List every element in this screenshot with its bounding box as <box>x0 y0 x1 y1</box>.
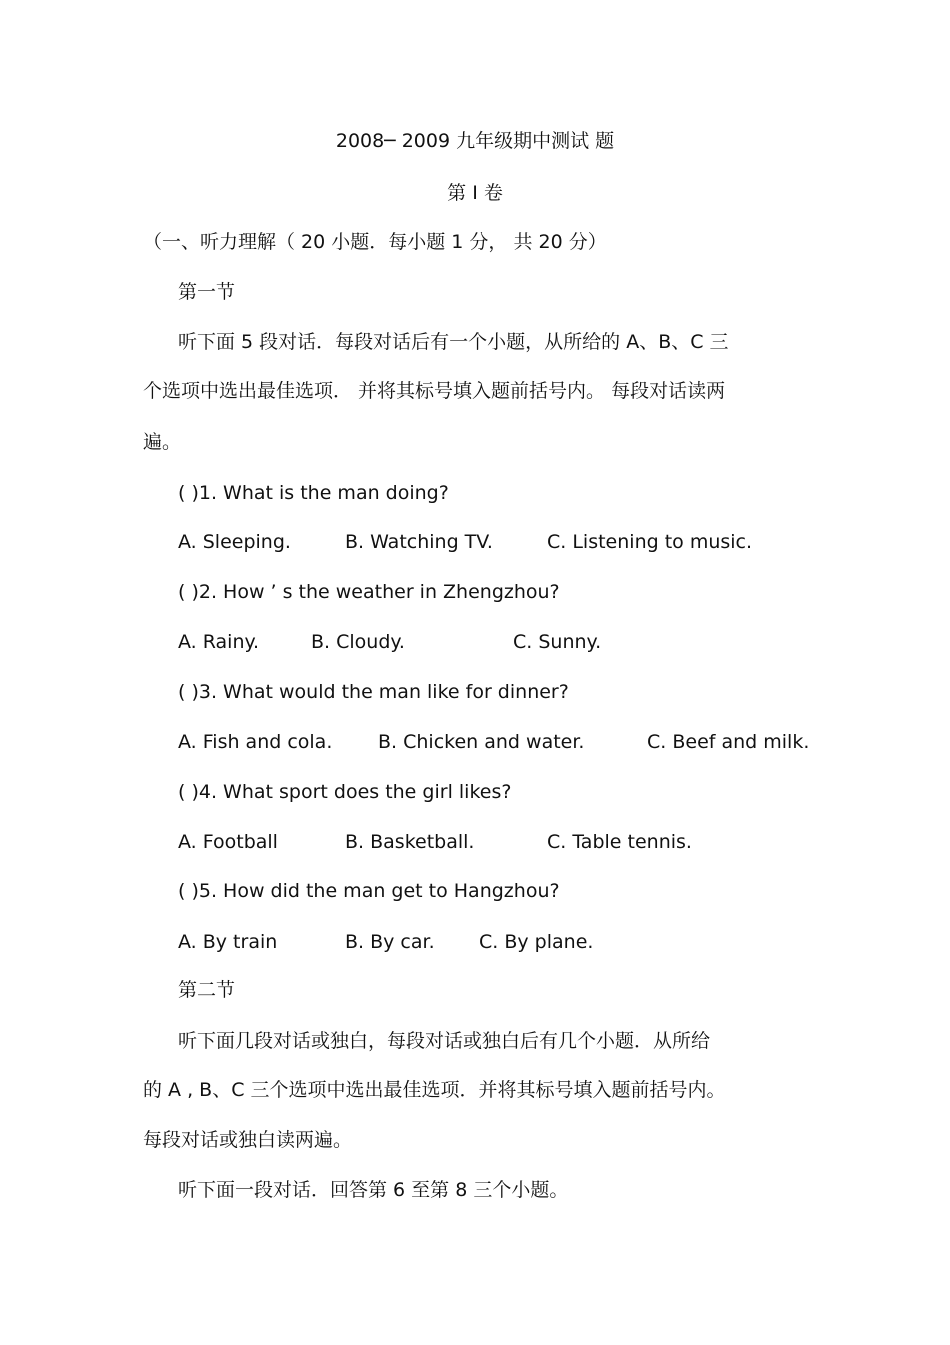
q3-option-a: A. Fish and cola. <box>178 731 333 753</box>
q4-option-a: A. Football <box>178 831 278 853</box>
section-heading: （一、听力理解（ 20 小题．每小题 1 分， 共 20 分） <box>143 231 607 253</box>
part-label-1: 第一节 <box>178 281 236 303</box>
question-4: ( )4. What sport does the girl likes? <box>178 781 512 803</box>
instruction-1-line3: 遍。 <box>143 431 182 453</box>
q2-option-b: B. Cloudy. <box>311 631 405 653</box>
instruction-1-line1: 听下面 5 段对话．每段对话后有一个小题，从所给的 A、B、C 三 <box>178 331 729 353</box>
question-2: ( )2. How ’ s the weather in Zhengzhou? <box>178 581 560 603</box>
instruction-1-line2: 个选项中选出最佳选项． 并将其标号填入题前括号内。 每段对话读两 <box>143 380 726 402</box>
question-1: ( )1. What is the man doing? <box>178 482 449 504</box>
instruction-2-line3: 每段对话或独白读两遍。 <box>143 1129 353 1151</box>
q2-option-a: A. Rainy. <box>178 631 260 653</box>
question-5: ( )5. How did the man get to Hangzhou? <box>178 880 560 902</box>
q1-option-b: B. Watching TV. <box>345 531 493 553</box>
volume-label: 第 I 卷 <box>447 182 503 204</box>
q4-option-c: C. Table tennis. <box>547 831 692 853</box>
exam-title: 2008─ 2009 九年级期中测试 题 <box>335 130 615 152</box>
q2-option-c: C. Sunny. <box>513 631 602 653</box>
q5-option-b: B. By car. <box>345 931 435 953</box>
q1-option-c: C. Listening to music. <box>547 531 753 553</box>
q3-option-c: C. Beef and milk. <box>647 731 810 753</box>
q4-option-b: B. Basketball. <box>345 831 475 853</box>
dialogue-intro: 听下面一段对话．回答第 6 至第 8 三个小题。 <box>178 1179 569 1201</box>
q3-option-b: B. Chicken and water. <box>378 731 585 753</box>
instruction-2-line1: 听下面几段对话或独白，每段对话或独白后有几个小题．从所给 <box>178 1030 711 1052</box>
q5-option-c: C. By plane. <box>479 931 594 953</box>
q5-option-a: A. By train <box>178 931 278 953</box>
instruction-2-line2: 的 A , B、C 三个选项中选出最佳选项．并将其标号填入题前括号内。 <box>143 1079 726 1101</box>
q1-option-a: A. Sleeping. <box>178 531 291 553</box>
question-3: ( )3. What would the man like for dinner? <box>178 681 569 703</box>
part-label-2: 第二节 <box>178 979 236 1001</box>
